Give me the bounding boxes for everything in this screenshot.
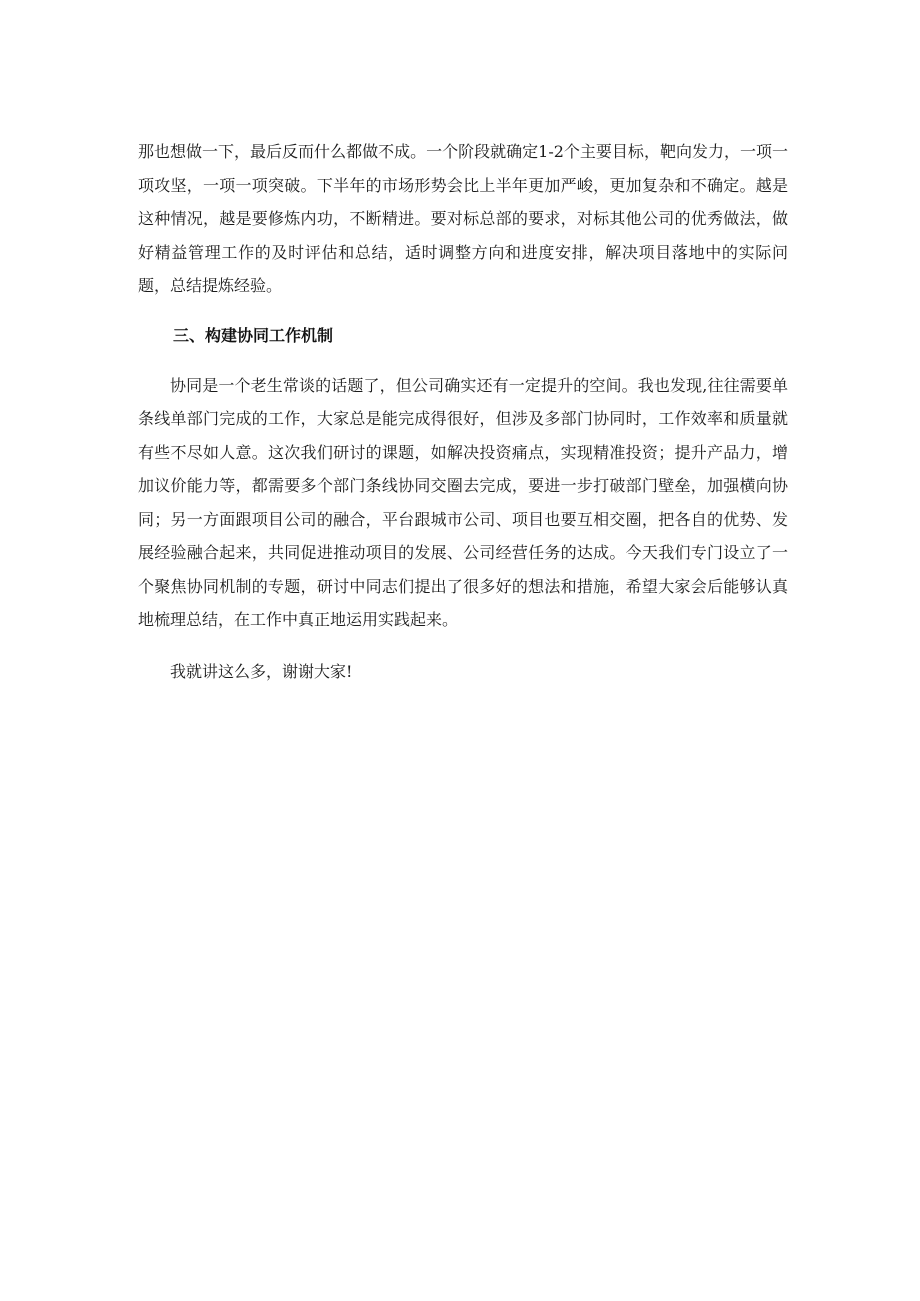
paragraph-collaboration: 协同是一个老生常谈的话题了，但公司确实还有一定提升的空间。我也发现,往往需要单条线单部门完成的工作，大家总是能完成得很好，但涉及多部门协同时，工作效率和质量就有些不尽如人意。这次我们研讨的课题，如解决投资痛点，实现精准投资；提升产品力，增加议价能力等，都需要多个部门条线协同交圈去完成，要进一步打破部门壁垒，加强横向协同；另一方面跟项目公司的融合，平台跟城市公司、项目也要互相交圈，把各自的优势、发展经验融合起来，共同促进推动项目的发展、公司经营任务的达成。今天我们专门设立了一个聚焦协同机制的专题，研讨中同志们提出了很多好的想法和措施，希望大家会后能够认真地梳理总结，在工作中真正地运用实践起来。 [138,375,788,629]
closing-remark: 我就讲这么多，谢谢大家! [170,661,353,681]
section-heading-3: 三、构建协同工作机制 [173,325,334,345]
document-body [138,135,788,688]
paragraph-continued: 那也想做一下，最后反而什么都做不成。一个阶段就确定1-2个主要目标，靶向发力，一项一项攻坚，一项一项突破。下半年的市场形势会比上半年更加严峻，更加复杂和不确定。越是这种情况，越是要修炼内功，不断精进。要对标总部的要求，对标其他公司的优秀做法，做好精益管理工作的及时评估和总结，适时调整方向和进度安排，解决项目落地中的实际问题，总结提炼经验。 [138,142,788,295]
